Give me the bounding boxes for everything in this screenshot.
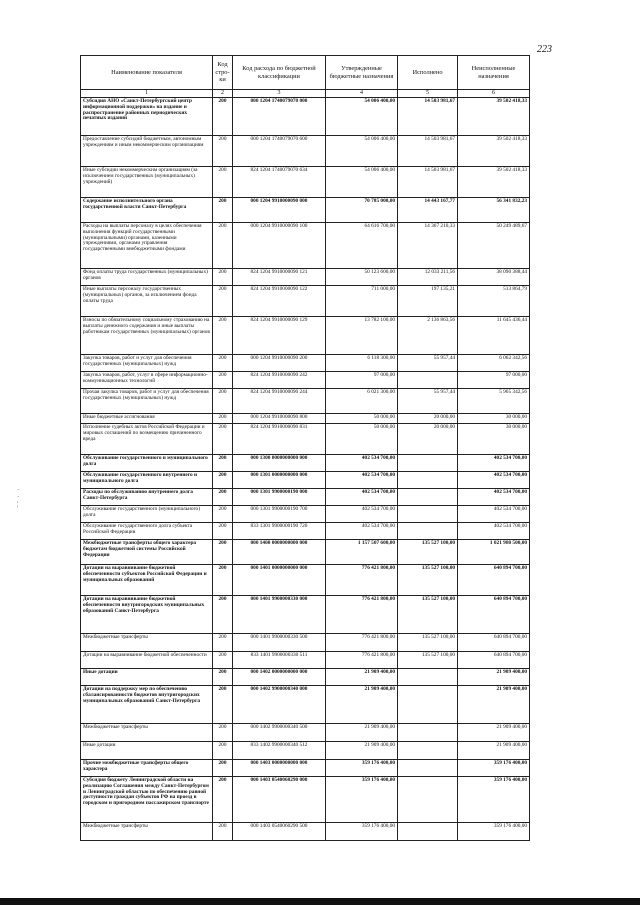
table-row — [81, 316, 530, 354]
row-classification: 000 1301 9900000190 000 — [233, 488, 326, 505]
row-unexecuted: 21 909 400,00 — [458, 741, 530, 759]
row-code: 200 — [213, 423, 233, 454]
row-approved: 6 118 300,00 — [326, 354, 398, 371]
row-code: 200 — [213, 595, 233, 633]
row-approved: 50 000,00 — [326, 423, 398, 454]
row-name: Иные бюджетные ассигнования — [81, 413, 213, 423]
row-approved: 50 123 600,00 — [326, 268, 398, 285]
row-executed: 2 136 863,56 — [398, 316, 458, 354]
row-code: 200 — [213, 413, 233, 423]
table-row — [81, 471, 530, 488]
table-row — [81, 197, 530, 222]
row-executed — [398, 488, 458, 505]
row-classification: 000 1402 0000000000 000 — [233, 668, 326, 685]
row-code: 200 — [213, 166, 233, 197]
row-name: Дотации на выравнивание бюджетной обеспеченности субъектов Российской Федерации и муниципальных образований — [81, 564, 213, 595]
row-executed: 14 367 210,33 — [398, 222, 458, 268]
row-executed: 20 000,00 — [398, 413, 458, 423]
row-unexecuted: 5 965 342,56 — [458, 388, 530, 413]
row-classification: 000 1402 9900000340 500 — [233, 723, 326, 741]
row-code: 200 — [213, 776, 233, 822]
table-row — [81, 822, 530, 840]
row-name: Субсидия бюджету Ленинградской области на реализацию Соглашения между Санкт-Петербургом и Ленинградской областью по обеспечению равной доступности граждан субъектов РФ на проезд в городском и пригородном пассажирском транспорте — [81, 776, 213, 822]
row-classification: 000 1401 9900000330 000 — [233, 595, 326, 633]
row-name: Субсидия АНО «Санкт-Петербургский центр информационной поддержки» на издание и распространение районных периодических печатных изданий — [81, 97, 213, 135]
row-approved: 711 000,00 — [326, 285, 398, 316]
row-approved: 50 000,00 — [326, 413, 398, 423]
row-code: 200 — [213, 454, 233, 471]
row-executed: 197 135,21 — [398, 285, 458, 316]
row-unexecuted: 640 894 700,00 — [458, 564, 530, 595]
row-name: Межбюджетные трансферты — [81, 723, 213, 741]
row-name: Расходы на выплаты персоналу в целях обеспечения выполнения функций государственными (муниципальными) органами, казенными учреждениями, органами управления государственными внебюджетными фондами — [81, 222, 213, 268]
row-approved: 359 176 400,00 — [326, 822, 398, 840]
row-unexecuted: 97 000,00 — [458, 371, 530, 388]
row-executed: 135 527 100,00 — [398, 595, 458, 633]
row-approved: 97 000,00 — [326, 371, 398, 388]
row-name: Взносы по обязательному социальному страхованию на выплаты денежного содержания и иные выплаты работникам государственных (муниципальных) органов — [81, 316, 213, 354]
row-classification: 824 1204 9910000090 831 — [233, 423, 326, 454]
row-classification: 000 1301 9900000190 700 — [233, 505, 326, 522]
row-classification: 824 1204 9910000090 129 — [233, 316, 326, 354]
row-approved: 776 421 800,00 — [326, 651, 398, 668]
margin-marks: · · ¦ — [17, 486, 20, 508]
row-unexecuted: 402 534 700,00 — [458, 522, 530, 539]
row-approved: 402 534 700,00 — [326, 522, 398, 539]
row-unexecuted: 640 894 700,00 — [458, 595, 530, 633]
row-code: 200 — [213, 522, 233, 539]
row-name: Межбюджетные трансферты — [81, 822, 213, 840]
table-row — [81, 522, 530, 539]
row-unexecuted: 640 894 700,00 — [458, 633, 530, 651]
table-row — [81, 423, 530, 454]
row-name: Иные выплаты персоналу государственных (муниципальных) органов, за исключением фонда оплаты труда — [81, 285, 213, 316]
table-row — [81, 564, 530, 595]
row-unexecuted: 39 502 418,33 — [458, 97, 530, 135]
row-approved: 54 006 400,00 — [326, 166, 398, 197]
row-name: Иные дотации — [81, 668, 213, 685]
row-code: 200 — [213, 354, 233, 371]
row-executed — [398, 471, 458, 488]
table-row — [81, 388, 530, 413]
row-code: 200 — [213, 316, 233, 354]
row-code: 200 — [213, 539, 233, 564]
row-code: 200 — [213, 268, 233, 285]
row-unexecuted: 359 176 400,00 — [458, 759, 530, 776]
row-code: 200 — [213, 135, 233, 166]
row-unexecuted: 39 502 418,33 — [458, 135, 530, 166]
row-approved: 1 157 507 600,00 — [326, 539, 398, 564]
row-executed: 55 957,44 — [398, 354, 458, 371]
table-row — [81, 488, 530, 505]
row-approved: 54 006 400,00 — [326, 135, 398, 166]
row-executed — [398, 776, 458, 822]
row-unexecuted: 402 534 700,00 — [458, 454, 530, 471]
table-row — [81, 222, 530, 268]
row-approved: 70 785 000,00 — [326, 197, 398, 222]
row-name: Предоставление субсидий бюджетным, автономным учреждениям и иным некоммерческим организациям — [81, 135, 213, 166]
table-row — [81, 539, 530, 564]
row-classification: 000 1402 9900000340 000 — [233, 685, 326, 723]
row-executed — [398, 522, 458, 539]
row-code: 200 — [213, 741, 233, 759]
row-classification: 000 1401 0000000000 000 — [233, 564, 326, 595]
row-name: Обслуживание государственного (муниципального) долга — [81, 505, 213, 522]
table-row — [81, 354, 530, 371]
row-approved: 402 534 700,00 — [326, 488, 398, 505]
row-classification: 824 1204 9910000090 122 — [233, 285, 326, 316]
table-header-row — [81, 56, 530, 90]
column-number: 2 — [213, 90, 233, 98]
column-number: 1 — [81, 90, 213, 98]
table-row — [81, 285, 530, 316]
table-row — [81, 633, 530, 651]
table-row — [81, 668, 530, 685]
row-classification: 824 1204 9910000090 242 — [233, 371, 326, 388]
header-executed: Исполнено — [398, 56, 458, 90]
row-name: Расходы по обслуживанию внутреннего долга Санкт-Петербурга — [81, 488, 213, 505]
row-unexecuted: 11 645 436,44 — [458, 316, 530, 354]
table-row — [81, 651, 530, 668]
row-name: Обслуживание государственного внутреннего и муниципального долга — [81, 471, 213, 488]
row-code: 200 — [213, 685, 233, 723]
row-name: Содержание исполнительного органа государственной власти Санкт-Петербурга — [81, 197, 213, 222]
row-name: Дотации на выравнивание бюджетной обеспеченности — [81, 651, 213, 668]
row-code: 200 — [213, 488, 233, 505]
column-number: 5 — [398, 90, 458, 98]
row-classification: 833 1401 9900000330 511 — [233, 651, 326, 668]
table-row — [81, 759, 530, 776]
row-unexecuted: 359 176 400,00 — [458, 822, 530, 840]
header-unexecuted: Неисполненные назначения — [458, 56, 530, 90]
row-executed — [398, 668, 458, 685]
row-executed — [398, 454, 458, 471]
row-name: Закупка товаров, работ, услуг в сфере информационно-коммуникационных технологий — [81, 371, 213, 388]
row-approved: 359 176 400,00 — [326, 776, 398, 822]
row-code: 200 — [213, 285, 233, 316]
row-approved: 776 421 800,00 — [326, 595, 398, 633]
row-classification: 000 1403 0540060290 000 — [233, 776, 326, 822]
row-classification: 000 1301 0000000000 000 — [233, 471, 326, 488]
row-executed — [398, 371, 458, 388]
page-number: 223 — [537, 44, 552, 55]
row-executed: 55 957,44 — [398, 388, 458, 413]
row-executed: 14 503 981,67 — [398, 135, 458, 166]
column-number: 3 — [233, 90, 326, 98]
row-classification: 824 1204 9910000090 244 — [233, 388, 326, 413]
row-executed: 135 527 100,00 — [398, 539, 458, 564]
row-approved: 21 909 400,00 — [326, 685, 398, 723]
budget-execution-table — [80, 55, 530, 841]
row-name: Дотации на выравнивание бюджетной обеспеченности внутригородских муниципальных образований Санкт-Петербурга — [81, 595, 213, 633]
table-row — [81, 595, 530, 633]
row-classification: 833 1402 9900000340 512 — [233, 741, 326, 759]
row-unexecuted: 513 864,79 — [458, 285, 530, 316]
row-code: 200 — [213, 723, 233, 741]
row-approved: 54 006 400,00 — [326, 97, 398, 135]
row-unexecuted: 21 909 400,00 — [458, 723, 530, 741]
row-code: 200 — [213, 388, 233, 413]
row-approved: 21 909 400,00 — [326, 723, 398, 741]
row-executed: 14 503 981,67 — [398, 166, 458, 197]
table-row — [81, 135, 530, 166]
row-executed: 135 527 100,00 — [398, 564, 458, 595]
row-classification: 000 1204 1740079070 600 — [233, 135, 326, 166]
row-approved: 6 021 300,00 — [326, 388, 398, 413]
row-unexecuted: 402 534 700,00 — [458, 488, 530, 505]
header-line-code: Код стро-ки — [213, 56, 233, 90]
table-row — [81, 371, 530, 388]
row-code: 200 — [213, 97, 233, 135]
row-name: Прочая закупка товаров, работ и услуг для обеспечения государственных (муниципальных) нужд — [81, 388, 213, 413]
row-executed — [398, 741, 458, 759]
row-unexecuted: 30 000,00 — [458, 423, 530, 454]
row-unexecuted: 50 249 489,67 — [458, 222, 530, 268]
row-classification: 000 1204 9910000090 000 — [233, 197, 326, 222]
row-approved: 21 909 400,00 — [326, 741, 398, 759]
table-row — [81, 505, 530, 522]
row-code: 200 — [213, 197, 233, 222]
row-name: Дотации на поддержку мер по обеспечению сбалансированности бюджетов внутригородских муниципальных образований Санкт-Петербурга — [81, 685, 213, 723]
row-classification: 000 1403 0000000000 000 — [233, 759, 326, 776]
header-indicator-name: Наименование показателя — [81, 56, 213, 90]
header-budget-classification: Код расхода по бюджетной классификации — [233, 56, 326, 90]
row-executed — [398, 723, 458, 741]
column-number-row — [81, 90, 530, 98]
row-classification: 000 1403 0540060290 500 — [233, 822, 326, 840]
row-classification: 824 1204 1740079070 634 — [233, 166, 326, 197]
row-code: 200 — [213, 633, 233, 651]
row-unexecuted: 6 062 342,56 — [458, 354, 530, 371]
row-unexecuted: 640 894 700,00 — [458, 651, 530, 668]
table-row — [81, 97, 530, 135]
row-name: Иные субсидии некоммерческим организациям (за исключением государственных (муниципальных) учреждений) — [81, 166, 213, 197]
row-executed — [398, 759, 458, 776]
row-unexecuted: 402 534 700,00 — [458, 505, 530, 522]
table-row — [81, 166, 530, 197]
row-approved: 13 782 100,00 — [326, 316, 398, 354]
row-name: Обслуживание государственного долга субъекта Российской Федерации — [81, 522, 213, 539]
row-classification: 000 1204 9910000090 200 — [233, 354, 326, 371]
row-classification: 000 1401 9900000330 500 — [233, 633, 326, 651]
header-approved: Утвержденные бюджетные назначения — [326, 56, 398, 90]
row-unexecuted: 38 090 388,44 — [458, 268, 530, 285]
row-approved: 359 176 400,00 — [326, 759, 398, 776]
row-name: Межбюджетные трансферты — [81, 633, 213, 651]
row-approved: 402 534 700,00 — [326, 505, 398, 522]
row-executed: 12 033 211,56 — [398, 268, 458, 285]
row-approved: 776 421 800,00 — [326, 633, 398, 651]
row-executed: 14 443 167,77 — [398, 197, 458, 222]
row-name: Межбюджетные трансферты общего характера бюджетам бюджетной системы Российской Федерации — [81, 539, 213, 564]
row-unexecuted: 1 021 980 500,00 — [458, 539, 530, 564]
row-classification: 000 1300 0000000000 000 — [233, 454, 326, 471]
row-code: 200 — [213, 759, 233, 776]
row-classification: 000 1400 0000000000 000 — [233, 539, 326, 564]
table-row — [81, 268, 530, 285]
table-row — [81, 413, 530, 423]
row-classification: 824 1204 9910000090 121 — [233, 268, 326, 285]
table-body — [81, 97, 530, 840]
row-name: Прочие межбюджетные трансферты общего характера — [81, 759, 213, 776]
row-classification: 833 1301 9900000190 720 — [233, 522, 326, 539]
row-approved: 402 534 700,00 — [326, 471, 398, 488]
row-code: 200 — [213, 564, 233, 595]
row-approved: 402 534 700,00 — [326, 454, 398, 471]
table-row — [81, 776, 530, 822]
row-code: 200 — [213, 222, 233, 268]
row-unexecuted: 30 000,00 — [458, 413, 530, 423]
row-code: 200 — [213, 505, 233, 522]
table-row — [81, 454, 530, 471]
row-executed — [398, 505, 458, 522]
row-unexecuted: 359 176 400,00 — [458, 776, 530, 822]
row-approved: 64 616 700,00 — [326, 222, 398, 268]
row-code: 200 — [213, 822, 233, 840]
scan-bottom-edge — [0, 898, 640, 905]
row-executed — [398, 822, 458, 840]
row-name: Обслуживание государственного и муниципального долга — [81, 454, 213, 471]
row-code: 200 — [213, 371, 233, 388]
row-unexecuted: 402 534 700,00 — [458, 471, 530, 488]
row-name: Фонд оплаты труда государственных (муниципальных) органов — [81, 268, 213, 285]
column-number: 6 — [458, 90, 530, 98]
row-code: 200 — [213, 471, 233, 488]
row-executed: 135 527 100,00 — [398, 651, 458, 668]
row-executed: 135 527 100,00 — [398, 633, 458, 651]
row-executed — [398, 685, 458, 723]
row-approved: 776 421 800,00 — [326, 564, 398, 595]
row-executed: 20 000,00 — [398, 423, 458, 454]
row-unexecuted: 21 909 400,00 — [458, 685, 530, 723]
row-unexecuted: 39 502 418,33 — [458, 166, 530, 197]
table-row — [81, 741, 530, 759]
row-unexecuted: 21 909 400,00 — [458, 668, 530, 685]
row-approved: 21 909 400,00 — [326, 668, 398, 685]
table-row — [81, 723, 530, 741]
column-number: 4 — [326, 90, 398, 98]
row-name: Иные дотации — [81, 741, 213, 759]
table-row — [81, 685, 530, 723]
row-name: Исполнение судебных актов Российской Федерации и мировых соглашений по возмещению причиненного вреда — [81, 423, 213, 454]
row-classification: 000 1204 9910000090 800 — [233, 413, 326, 423]
row-code: 200 — [213, 651, 233, 668]
row-classification: 000 1204 9910000090 100 — [233, 222, 326, 268]
row-name: Закупка товаров, работ и услуг для обеспечения государственных (муниципальных) нужд — [81, 354, 213, 371]
row-classification: 000 1204 1740079070 000 — [233, 97, 326, 135]
row-code: 200 — [213, 668, 233, 685]
row-executed: 14 503 981,67 — [398, 97, 458, 135]
row-unexecuted: 56 341 832,23 — [458, 197, 530, 222]
